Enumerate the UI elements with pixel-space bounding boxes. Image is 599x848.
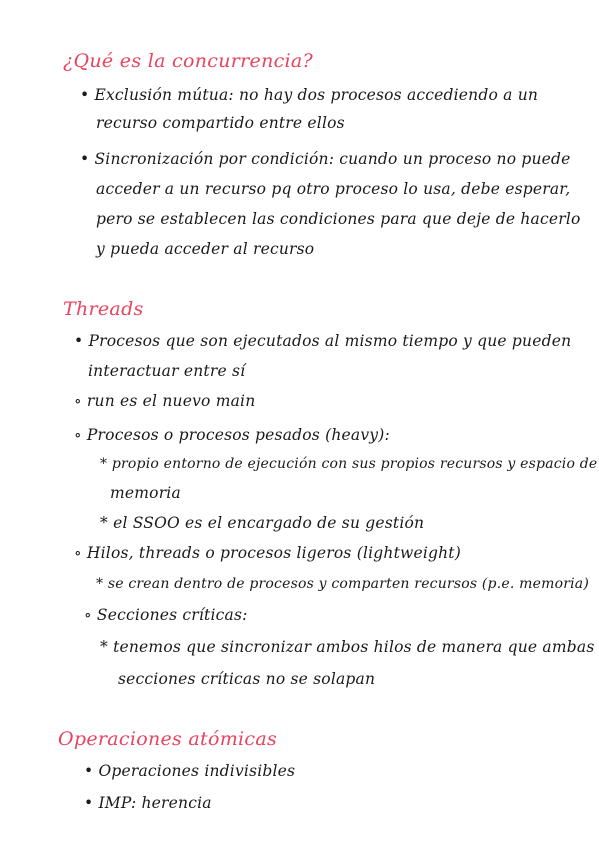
heading-threads: Threads xyxy=(63,298,144,320)
note-line: ∘ Secciones críticas: xyxy=(84,606,248,624)
note-line: ∘ Procesos o procesos pesados (heavy): xyxy=(74,426,390,444)
note-line: * el SSOO es el encargado de su gestión xyxy=(100,514,425,532)
note-line: secciones críticas no se solapan xyxy=(118,670,376,688)
note-line: interactuar entre sí xyxy=(88,362,246,380)
note-line: • IMP: herencia xyxy=(84,794,212,812)
note-line: memoria xyxy=(110,484,181,502)
heading-concurrencia: ¿Qué es la concurrencia? xyxy=(63,50,314,72)
note-line: y pueda acceder al recurso xyxy=(96,240,315,258)
note-line: • Operaciones indivisibles xyxy=(84,762,296,780)
note-line: • Exclusión mútua: no hay dos procesos accediendo a un xyxy=(80,86,539,104)
note-line: * se crean dentro de procesos y comparten recursos (p.e. memoria) xyxy=(96,576,589,592)
note-line: acceder a un recurso pq otro proceso lo usa, debe esperar, xyxy=(96,180,571,198)
note-line: recurso compartido entre ellos xyxy=(96,114,345,132)
note-line: • Sincronización por condición: cuando un proceso no puede xyxy=(80,150,571,168)
note-line: ∘ run es el nuevo main xyxy=(74,392,256,410)
note-line: pero se establecen las condiciones para que deje de hacerlo xyxy=(96,210,581,228)
note-line: * tenemos que sincronizar ambos hilos de manera que ambas xyxy=(100,638,595,656)
note-line: ∘ Hilos, threads o procesos ligeros (lightweight) xyxy=(74,544,461,562)
note-line: • Procesos que son ejecutados al mismo tiempo y que pueden xyxy=(74,332,572,350)
heading-operaciones-atomicas: Operaciones atómicas xyxy=(58,728,278,750)
note-line: * propio entorno de ejecución con sus propios recursos y espacio de xyxy=(100,456,598,472)
